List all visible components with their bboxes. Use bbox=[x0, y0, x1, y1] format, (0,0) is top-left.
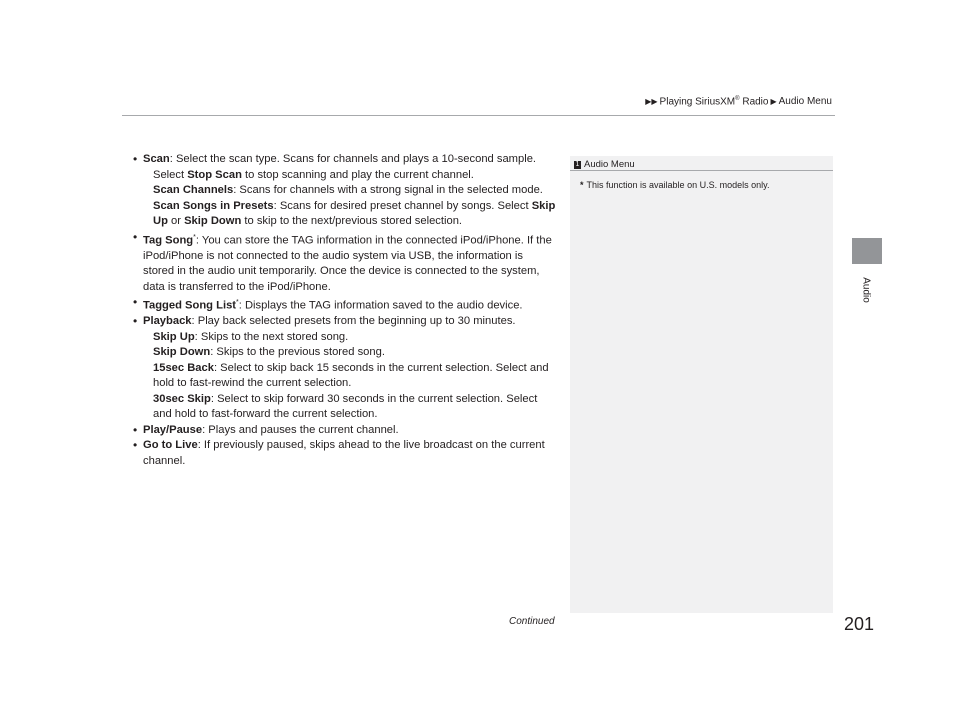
list-item bbox=[133, 152, 557, 230]
sub-term: 30sec Skip bbox=[153, 392, 211, 405]
sub-line bbox=[143, 392, 557, 423]
sub-term: Skip Up bbox=[153, 199, 556, 227]
continued-label: Continued bbox=[509, 616, 555, 627]
sub-line bbox=[143, 361, 557, 392]
page-number: 201 bbox=[844, 614, 875, 634]
chapter-tab bbox=[852, 238, 882, 264]
item-description: : Play back selected presets from the beginning up to 30 minutes. bbox=[191, 315, 516, 328]
item-term: Tag Song bbox=[143, 234, 194, 247]
sub-term: Skip Down bbox=[153, 346, 211, 359]
breadcrumb bbox=[643, 96, 832, 107]
sub-line bbox=[143, 168, 557, 184]
sub-term: Scan Songs in Presets bbox=[153, 199, 274, 212]
sub-text: : Skips to the previous stored song. bbox=[210, 346, 385, 359]
header-divider bbox=[122, 115, 835, 116]
list-item bbox=[133, 295, 557, 314]
item-description: : Select the scan type. Scans for channels and plays a 10-second sample. bbox=[169, 153, 537, 165]
sub-term: Stop Scan bbox=[187, 168, 242, 181]
sub-text: or bbox=[167, 215, 185, 227]
list-item bbox=[133, 438, 557, 469]
sub-line bbox=[143, 345, 557, 361]
sub-line bbox=[143, 199, 557, 230]
sub-text: : Scans for channels with a strong signal in the selected mode. bbox=[233, 184, 543, 196]
note-icon: 1 bbox=[575, 160, 580, 168]
sub-text: to stop scanning and play the current channel. bbox=[241, 168, 474, 181]
item-description: : If previously paused, skips ahead to the live broadcast on the current channel. bbox=[143, 439, 545, 467]
list-item bbox=[133, 423, 557, 439]
side-note-panel bbox=[570, 156, 833, 613]
sub-line bbox=[143, 330, 557, 346]
main-content bbox=[133, 152, 557, 469]
sub-term: 15sec Back bbox=[153, 361, 214, 374]
sub-text: : Scans for desired preset channel by songs. Select bbox=[273, 199, 532, 212]
sub-term: Skip Up bbox=[153, 330, 195, 343]
breadcrumb-arrow-icon: ▶▶ bbox=[645, 97, 658, 107]
sub-text: : Select to skip back 15 seconds in the current selection. Select and hold to fast-rewind the current selection. bbox=[153, 361, 549, 390]
item-term: Playback bbox=[143, 315, 192, 328]
sub-text: Select bbox=[153, 168, 188, 181]
item-term: Play/Pause bbox=[143, 423, 203, 436]
footnote-mark: * bbox=[236, 299, 239, 307]
sub-text: to skip to the next/previous stored selection. bbox=[241, 215, 463, 227]
footnote-mark: * bbox=[193, 233, 196, 241]
item-term: Scan bbox=[143, 153, 170, 165]
breadcrumb-section: Playing SiriusXM® Radio bbox=[659, 96, 769, 108]
note-text: * This function is available on U.S. models only. bbox=[580, 180, 770, 190]
breadcrumb-page: Audio Menu bbox=[778, 96, 832, 108]
menu-item-list bbox=[133, 152, 557, 469]
item-description: : You can store the TAG information in the connected iPod/iPhone. If the iPod/iPhone is not connected to the audio system via USB, the information is stored in the audio unit temporarily. Once the device is connected to the system, data is transferred to the iPod/iPhone. bbox=[143, 234, 552, 293]
sub-text: : Select to skip forward 30 seconds in the current selection. Select and hold to fast-forward the current selection. bbox=[153, 392, 538, 421]
item-term: Tagged Song List bbox=[143, 299, 237, 312]
list-item bbox=[133, 314, 557, 423]
breadcrumb-arrow-icon: ▶ bbox=[770, 97, 777, 107]
chapter-tab-label: Audio bbox=[860, 277, 872, 303]
sub-line bbox=[143, 183, 557, 199]
list-item bbox=[133, 230, 557, 296]
note-divider bbox=[570, 170, 833, 171]
sub-text: : Skips to the next stored song. bbox=[194, 330, 349, 343]
item-description: : Displays the TAG information saved to the audio device. bbox=[238, 299, 523, 312]
note-title: 1 Audio Menu bbox=[575, 159, 635, 170]
sub-term: Scan Channels bbox=[153, 184, 234, 196]
item-description: : Plays and pauses the current channel. bbox=[202, 423, 399, 436]
item-term: Go to Live bbox=[143, 439, 198, 452]
sub-term: Skip Down bbox=[184, 215, 242, 227]
